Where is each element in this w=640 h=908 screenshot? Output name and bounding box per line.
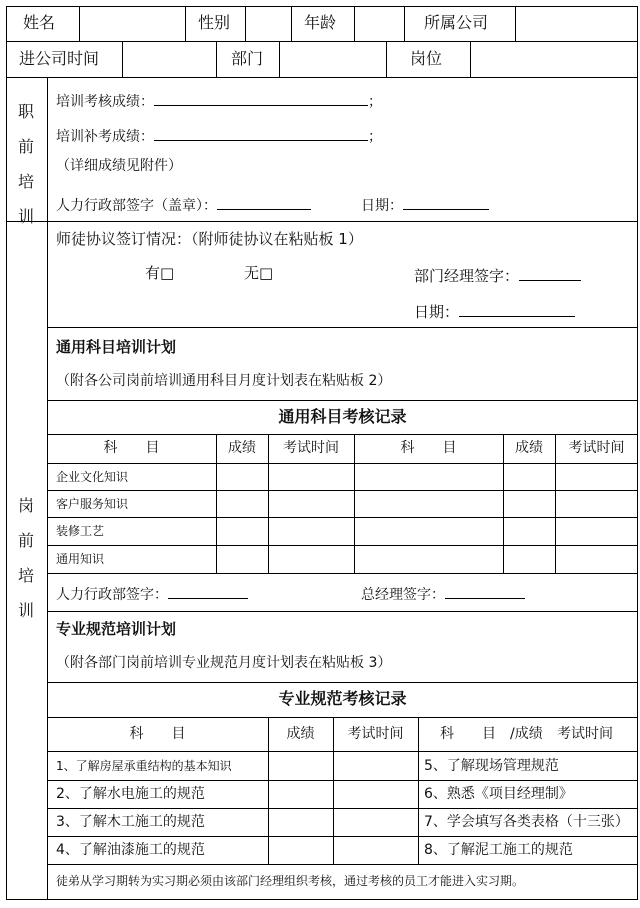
professional-row-subject-right: 5、了解现场管理规范 [424,758,559,774]
professional-header-date-2: 考试时间 [557,726,613,742]
department-label: 部门 [231,49,264,68]
professional-header-date: 考试时间 [347,726,404,742]
general-header-date-2: 考试时间 [568,440,625,456]
col-divider [404,6,405,41]
hr-signature-blank-2[interactable] [168,584,248,599]
date-label: 日期： [361,198,403,214]
professional-row-subject: 3、了解木工施工的规范 [56,814,205,830]
col-divider [470,41,471,77]
general-header-subject-2: 科 目 [400,440,457,456]
col-divider [386,41,387,77]
professional-record-title: 专业规范考核记录 [278,689,407,708]
row-divider [47,717,638,718]
mentor-agreement-text: 师徒协议签订情况：（附师徒协议在粘贴板 1） [56,230,363,248]
row-divider [47,490,638,491]
footer-note: 徒弟从学习期转为实习期必须由该部门经理组织考核，通过考核的员工才能进入实习期。 [56,874,525,888]
mentor-date-blank[interactable] [459,302,575,317]
general-record-title: 通用科目考核记录 [278,407,407,426]
general-header-score-2: 成绩 [515,440,543,456]
side-char: 培 [17,566,34,585]
col-divider [515,6,516,41]
general-row-subject: 企业文化知识 [56,470,129,484]
date-blank[interactable] [403,195,489,210]
row-divider [47,836,638,837]
professional-plan-note: （附各部门岗前培训专业规范月度计划表在粘贴板 3） [56,655,392,671]
join-date-label: 进公司时间 [19,49,100,68]
dept-manager-signature-line [414,266,581,284]
row-divider [6,41,638,42]
row-divider [6,77,638,78]
gm-signature-label: 总经理签字： [361,587,445,603]
section-divider [6,221,638,222]
professional-header-subject: 科 目 [129,726,186,742]
general-row-subject: 通用知识 [56,552,105,566]
professional-plan-title: 专业规范培训计划 [56,620,177,638]
professional-row-subject-right: 7、学会填写各类表格（十三张） [424,814,629,830]
age-label: 年龄 [304,13,337,32]
hr-signature-blank[interactable] [217,195,311,210]
col-divider [279,41,280,77]
retake-score-blank[interactable] [154,126,368,141]
mentor-date-line [414,302,575,320]
row-divider [47,780,638,781]
general-header-subject: 科 目 [103,440,160,456]
side-char: 职 [17,102,34,121]
col-divider [185,6,186,41]
side-char: 前 [17,137,34,156]
row-divider [47,434,638,435]
general-header-date: 考试时间 [283,440,339,456]
row-divider [47,864,638,865]
detail-note: （详细成绩见附件） [56,158,182,174]
hr-signature-label-2: 人力行政部签字： [56,587,168,603]
gender-label: 性别 [198,13,231,32]
pre-job-date-line [361,195,489,213]
row-divider [47,611,638,612]
on-job-side-label [8,488,44,628]
dept-manager-signature-blank[interactable] [519,266,581,281]
side-char: 岗 [17,496,34,515]
retake-score-label: 培训补考成绩： [56,129,154,145]
professional-header-subject-score: 科 目 /成绩 [440,726,543,742]
col-divider [216,41,217,77]
professional-row-subject-right: 6、熟悉《项目经理制》 [424,786,573,802]
side-char: 前 [17,531,34,550]
general-plan-title: 通用科目培训计划 [56,338,177,356]
company-label: 所属公司 [424,13,489,32]
retake-score-line [56,126,382,144]
pre-job-side-label [8,94,44,234]
gm-signature-line [361,584,525,602]
general-row-subject: 装修工艺 [56,524,105,538]
row-divider [47,400,638,401]
semicolon: ； [368,129,382,145]
position-label: 岗位 [410,49,443,68]
side-column-divider [47,77,48,900]
professional-row-subject: 4、了解油漆施工的规范 [56,842,205,858]
hr-signature-label: 人力行政部签字（盖章）： [56,198,217,214]
yes-option[interactable]: 有□ [145,264,175,282]
col-divider [122,41,123,77]
general-row-subject: 客户服务知识 [56,497,129,511]
professional-row-subject: 2、了解水电施工的规范 [56,786,205,802]
row-divider [47,463,638,464]
row-divider [47,573,638,574]
col-divider [245,6,246,41]
row-divider [47,545,638,546]
no-option[interactable]: 无□ [244,264,274,282]
side-char: 训 [17,601,34,620]
col-divider [291,6,292,41]
col-divider [79,6,80,41]
dept-manager-signature-label: 部门经理签字： [414,267,520,285]
hr-signature-line-2 [56,584,248,602]
row-divider [47,682,638,683]
row-divider [47,751,638,752]
training-score-blank[interactable] [154,91,368,106]
row-divider [47,327,638,328]
training-score-line [56,91,382,109]
semicolon: ； [368,94,382,110]
general-plan-note: （附各公司岗前培训通用科目月度计划表在粘贴板 2） [56,373,392,389]
professional-header-score: 成绩 [286,726,315,742]
name-label: 姓名 [23,13,56,32]
side-char: 训 [17,207,34,226]
hr-signature-line [56,195,311,213]
professional-row-subject-right: 8、了解泥工施工的规范 [424,842,573,858]
general-header-score: 成绩 [228,440,256,456]
row-divider [47,808,638,809]
side-char: 培 [17,172,34,191]
col-divider [418,717,419,864]
professional-row-subject: 1、了解房屋承重结构的基本知识 [56,759,232,773]
row-divider [47,517,638,518]
training-score-label: 培训考核成绩： [56,94,154,110]
col-divider [354,6,355,41]
date-label: 日期： [414,303,460,321]
gm-signature-blank[interactable] [445,584,525,599]
